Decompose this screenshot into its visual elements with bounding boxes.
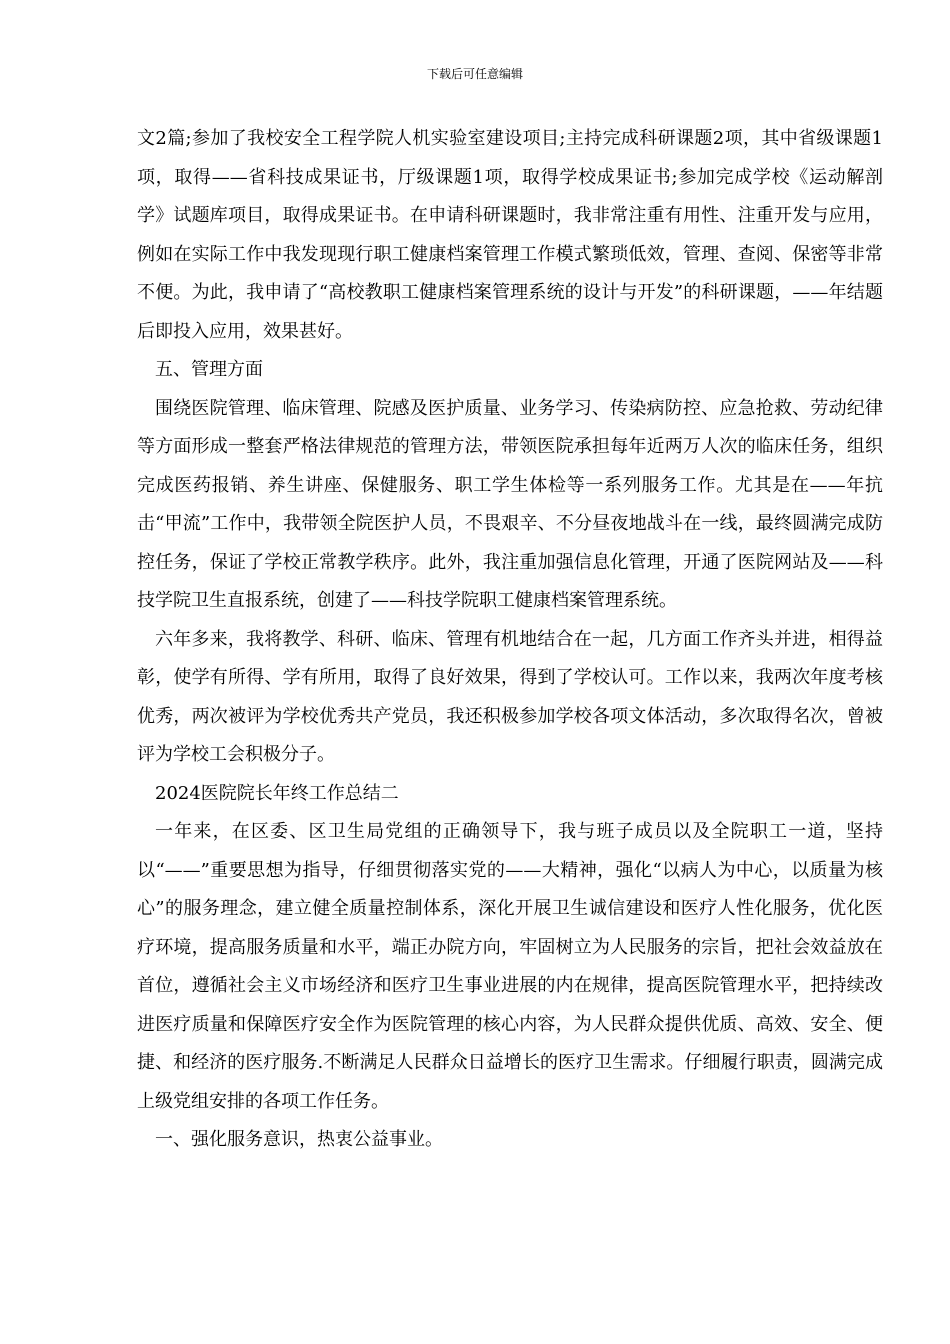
paragraph-overview: 一年来，在区委、区卫生局党组的正确领导下，我与班子成员以及全院职工一道，坚持以“——”重要思想为指导，仔细贯彻落实党的——大精神，强化“以病人为中心，以质量为核心”的服务理念，建立健全质量控制体系，深化开展卫生诚信建设和医疗人性化服务，优化医疗环境，提高服务质量和水平，端正办院方向，牢固树立为人民服务的宗旨，把社会效益放在首位，遵循社会主义市场经济和医疗卫生事业进展的内在规律，提高医院管理水平，把持续改进医疗质量和保障医疗安全作为医院管理的核心内容，为人民群众提供优质、高效、安全、便捷、和经济的医疗服务.不断满足人民群众日益增长的医疗卫生需求。仔细履行职责，圆满完成上级党组安排的各项工作任务。 [137, 821, 883, 1112]
section-heading-management: 五、管理方面 [155, 359, 263, 380]
document-body [137, 120, 883, 1160]
paragraph-research: 文2篇;参加了我校安全工程学院人机实验室建设项目;主持完成科研课题2项，其中省级课题1项，取得——省科技成果证书，厅级课题1项，取得学校成果证书;参加完成学校《运动解剖学》试题库项目，取得成果证书。在申请科研课题时，我非常注重有用性、注重开发与应用，例如在实际工作中我发现现行职工健康档案管理工作模式繁琐低效，管理、查阅、保密等非常不便。为此，我申请了“高校教职工健康档案管理系统的设计与开发”的科研课题，——年结题后即投入应用，效果甚好。 [137, 128, 883, 342]
page-header: 下载后可任意编辑 [426, 67, 523, 81]
section-heading-service: 一、强化服务意识，热衷公益事业。 [155, 1129, 443, 1150]
document-subtitle: 2024医院院长年终工作总结二 [155, 782, 399, 804]
paragraph-summary: 六年多来，我将教学、科研、临床、管理有机地结合在一起，几方面工作齐头并进，相得益彰，使学有所得、学有所用，取得了良好效果，得到了学校认可。工作以来，我两次年度考核优秀，两次被评为学校优秀共产党员，我还积极参加学校各项文体活动，多次取得名次，曾被评为学校工会积极分子。 [137, 628, 883, 765]
paragraph-management: 围绕医院管理、临床管理、院感及医护质量、业务学习、传染病防控、应急抢救、劳动纪律等方面形成一整套严格法律规范的管理方法，带领医院承担每年近两万人次的临床任务，组织完成医药报销、养生讲座、保健服务、职工学生体检等一系列服务工作。尤其是在——年抗击“甲流”工作中，我带领全院医护人员，不畏艰辛、不分昼夜地战斗在一线，最终圆满完成防控任务，保证了学校正常教学秩序。此外，我注重加强信息化管理，开通了医院网站及——科技学院卫生直报系统，创建了——科技学院职工健康档案管理系统。 [137, 397, 883, 611]
